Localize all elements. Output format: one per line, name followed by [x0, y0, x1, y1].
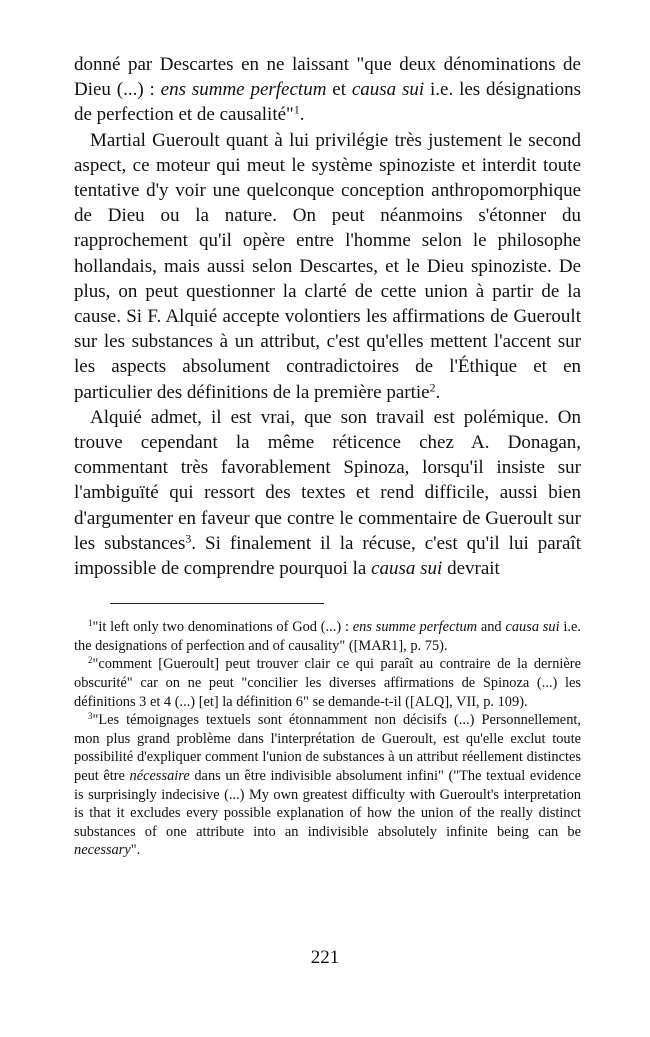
footnote-ref-3[interactable]: 3 [185, 532, 192, 546]
page [74, 52, 581, 860]
footnote-separator [110, 603, 324, 604]
footnotes [74, 618, 581, 860]
footnote-1: $^1$"it left only two denominations of God (...) : ens summe perfectum and causa sui i.e. the designations of perfection and of causality" ([MAR1], p. 75). [74, 618, 581, 654]
paragraph-3: Alquié admet, il est vrai, que son travail est polémique. On trouve cependant la même réticence chez A. Donagan, commentant très favorablement Spinoza, lorsqu'il insiste sur l'ambiguïté qui ressort des textes et rend difficile, aussi bien d'argumenter en faveur que contre le commentaire de Gueroult sur les substances$^3$. Si finalement il la récuse, c'est qu'il lui paraît impossible de comprendre pourquoi la causa sui devrait [74, 406, 581, 580]
footnote-ref-2[interactable]: 2 [429, 381, 436, 395]
footnote-ref-1[interactable]: 1 [293, 103, 300, 117]
footnote-3: $^3$"Les témoignages textuels sont étonnamment non décisifs (...) Personnellement, mon plus grand problème dans l'interprétation de Gueroult, est qu'elle exclut toute possibilité d'expliquer comment l'union de substances à un attribut réellement distinctes peut être nécessaire dans un être indivisible absolument infini" ("The textual evidence is surprisingly indecisive (...) My own greatest difficulty with Gueroult's interpretation is that it excludes every possible explanation of how the union of the really distinct substances of one attribute into an indivisible absolutely infinite being can be necessary". [74, 711, 581, 859]
paragraph-2: Martial Gueroult quant à lui privilégie très justement le second aspect, ce moteur qui meut le système spinoziste et interdit toute tentative d'y voir une quelconque conception anthropomorphique de Dieu ou la nature. On peut néanmoins s'étonner du rapprochement qu'il opère entre l'homme selon le philosophe hollandais, mais aussi selon Descartes, et le Dieu spinoziste. De plus, on peut questionner la clarté de cette union à partir de la cause. Si F. Alquié accepte volontiers les affirmations de Gueroult sur les substances à un attribut, c'est qu'elles mettent l'accent sur les aspects absolument contradictoires de l'Éthique et en particulier des définitions de la première partie$^2$. [74, 129, 581, 403]
page-number: 221 [310, 947, 340, 968]
footnote-2: $^2$"comment [Gueroult] peut trouver clair ce qui paraît au contraire de la dernière obscurité" car on ne peut "concilier les diverses affirmations de Spinoza (...) les définitions 3 et 4 (...) [et] la définition 6" se demande-t-il ([ALQ], VII, p. 109). [74, 655, 581, 710]
main-text [74, 52, 581, 581]
paragraph-1: donné par Descartes en ne laissant "que deux dénominations de Dieu (...) : ens summe perfectum et causa sui i.e. les désignations de perfection et de causalité"$^1$. [74, 54, 582, 126]
